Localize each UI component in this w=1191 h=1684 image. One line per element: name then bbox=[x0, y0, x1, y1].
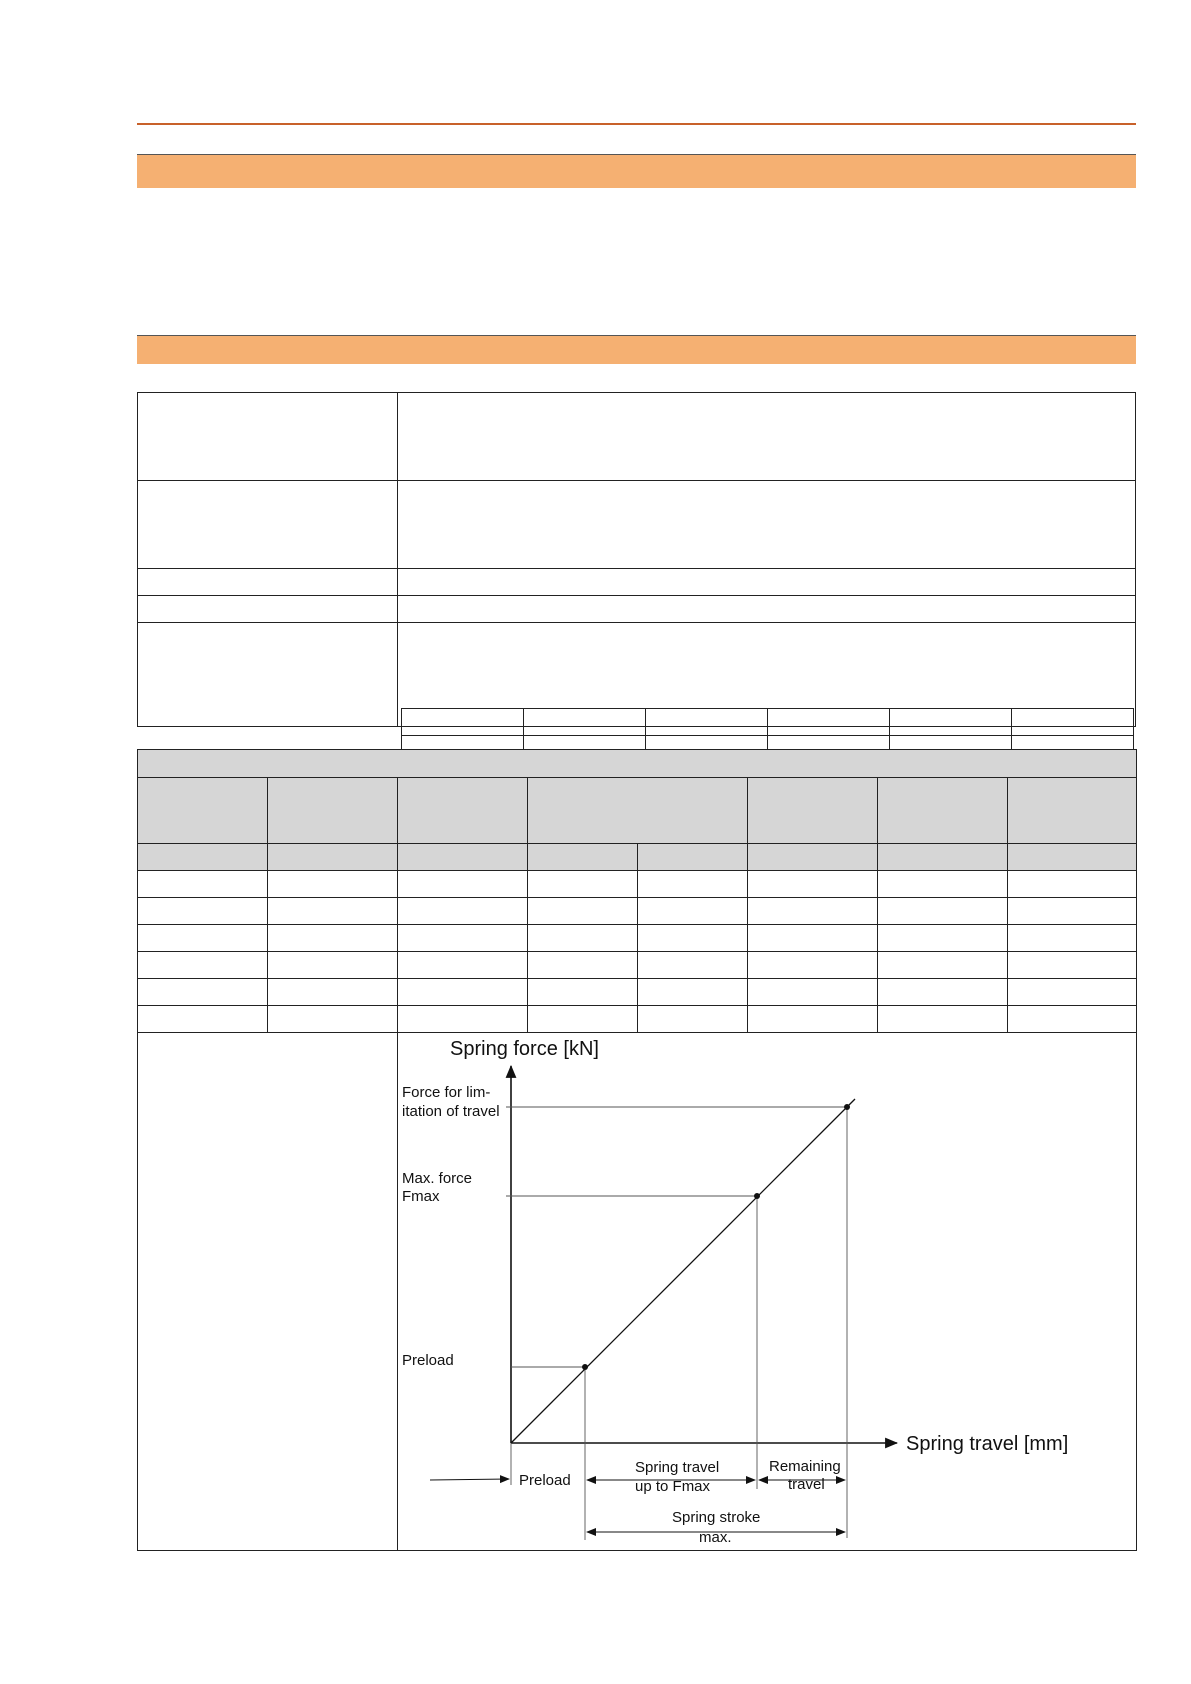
preload-force-label: Preload bbox=[402, 1351, 454, 1369]
table-cell bbox=[398, 569, 1136, 596]
table-cell bbox=[398, 1006, 528, 1033]
table-cell bbox=[638, 979, 748, 1006]
column-header bbox=[878, 778, 1008, 844]
x-axis-label: Spring travel [mm] bbox=[906, 1432, 1069, 1455]
spring-stroke-label: max. bbox=[699, 1528, 732, 1546]
table-cell bbox=[890, 708, 1012, 735]
table-cell bbox=[138, 1006, 268, 1033]
table-title-cell bbox=[138, 750, 1137, 778]
table-cell bbox=[878, 979, 1008, 1006]
table-cell bbox=[638, 871, 748, 898]
fmax-point bbox=[754, 1193, 760, 1199]
table-cell bbox=[268, 871, 398, 898]
table-cell bbox=[878, 1006, 1008, 1033]
unit-header bbox=[138, 844, 268, 871]
diagram-cell bbox=[398, 1033, 1137, 1551]
table-cell bbox=[138, 623, 398, 727]
spring-travel-label: up to Fmax bbox=[635, 1477, 711, 1495]
table-row bbox=[402, 708, 1134, 735]
table-row bbox=[138, 871, 1137, 898]
column-header bbox=[748, 778, 878, 844]
table-cell bbox=[638, 898, 748, 925]
column-header bbox=[398, 778, 528, 844]
preload-travel-arrow bbox=[430, 1479, 509, 1480]
table-cell bbox=[398, 925, 528, 952]
unit-header bbox=[268, 844, 398, 871]
y-axis-label: Spring force [kN] bbox=[450, 1037, 599, 1060]
spring-characteristic-diagram bbox=[398, 1034, 1136, 1550]
table-cell bbox=[748, 979, 878, 1006]
table-cell bbox=[638, 1006, 748, 1033]
table-cell bbox=[638, 925, 748, 952]
table-cell bbox=[878, 871, 1008, 898]
table-cell bbox=[398, 393, 1136, 481]
table-cell bbox=[528, 1006, 638, 1033]
table-cell bbox=[528, 898, 638, 925]
table-cell bbox=[646, 708, 768, 735]
column-header bbox=[528, 778, 748, 844]
table-cell bbox=[878, 925, 1008, 952]
table-cell bbox=[1008, 1006, 1137, 1033]
table-cell bbox=[398, 871, 528, 898]
table-cell bbox=[138, 952, 268, 979]
force-limit-label: itation of travel bbox=[402, 1102, 500, 1120]
unit-header bbox=[528, 844, 638, 871]
table-cell bbox=[138, 596, 398, 623]
table-cell bbox=[528, 952, 638, 979]
table-row bbox=[138, 393, 1136, 481]
table-cell bbox=[398, 952, 528, 979]
table-header-row bbox=[138, 778, 1137, 844]
table-cell bbox=[138, 393, 398, 481]
table-cell bbox=[748, 952, 878, 979]
section-header-band bbox=[137, 154, 1136, 188]
table-cell bbox=[1008, 925, 1137, 952]
table-cell bbox=[1008, 871, 1137, 898]
table-cell bbox=[268, 979, 398, 1006]
remaining-travel-label: Remaining bbox=[769, 1457, 841, 1475]
table-cell bbox=[138, 925, 268, 952]
table-cell bbox=[268, 952, 398, 979]
unit-header bbox=[878, 844, 1008, 871]
preload-point bbox=[582, 1364, 588, 1370]
table-cell bbox=[138, 1033, 398, 1551]
table-cell bbox=[398, 481, 1136, 569]
table-cell bbox=[402, 708, 524, 735]
header-rule bbox=[137, 123, 1136, 125]
section-header-band bbox=[137, 335, 1136, 364]
table-cell bbox=[748, 1006, 878, 1033]
table-cell bbox=[638, 952, 748, 979]
column-header bbox=[268, 778, 398, 844]
spring-stroke-label: Spring stroke bbox=[672, 1508, 761, 1526]
table-cell bbox=[528, 871, 638, 898]
table-row bbox=[138, 569, 1136, 596]
table-row bbox=[138, 1006, 1137, 1033]
table-cell bbox=[398, 898, 528, 925]
table-row bbox=[138, 979, 1137, 1006]
column-header bbox=[138, 778, 268, 844]
diagram-row bbox=[138, 1033, 1137, 1551]
table-cell bbox=[1008, 898, 1137, 925]
table-subheader-row bbox=[138, 844, 1137, 871]
table-cell bbox=[398, 623, 1136, 727]
table-cell bbox=[748, 898, 878, 925]
column-header bbox=[1008, 778, 1137, 844]
table-cell bbox=[398, 596, 1136, 623]
table-cell bbox=[138, 481, 398, 569]
unit-header bbox=[1008, 844, 1137, 871]
force-limit-point bbox=[844, 1104, 850, 1110]
table-row bbox=[138, 898, 1137, 925]
table-cell bbox=[268, 898, 398, 925]
table-title-row bbox=[138, 750, 1137, 778]
spring-travel-label: Spring travel bbox=[635, 1458, 720, 1476]
unit-header bbox=[638, 844, 748, 871]
table-cell bbox=[138, 569, 398, 596]
table-cell bbox=[1008, 979, 1137, 1006]
table-cell bbox=[748, 925, 878, 952]
table-cell bbox=[748, 871, 878, 898]
table-cell bbox=[524, 708, 646, 735]
table-cell bbox=[1008, 952, 1137, 979]
table-row bbox=[138, 596, 1136, 623]
max-force-label: Fmax bbox=[402, 1187, 440, 1205]
spring-characteristic-line bbox=[511, 1099, 855, 1443]
table-row bbox=[138, 481, 1136, 569]
table-cell bbox=[268, 1006, 398, 1033]
max-force-label: Max. force bbox=[402, 1169, 473, 1187]
remaining-travel-label: travel bbox=[788, 1475, 825, 1493]
table-cell bbox=[138, 898, 268, 925]
unit-header bbox=[748, 844, 878, 871]
spring-data-table bbox=[137, 749, 1137, 1551]
table-row bbox=[138, 623, 1136, 727]
table-cell bbox=[768, 708, 890, 735]
table-cell bbox=[138, 979, 268, 1006]
table-row bbox=[138, 952, 1137, 979]
table-cell bbox=[268, 925, 398, 952]
table-cell bbox=[878, 898, 1008, 925]
table-cell bbox=[398, 979, 528, 1006]
preload-travel-label: Preload bbox=[519, 1471, 571, 1489]
table-cell bbox=[138, 871, 268, 898]
table-cell bbox=[878, 952, 1008, 979]
table-cell bbox=[528, 925, 638, 952]
table-cell bbox=[528, 979, 638, 1006]
table-row bbox=[138, 925, 1137, 952]
unit-header bbox=[398, 844, 528, 871]
table-cell bbox=[1012, 708, 1134, 735]
force-limit-label: Force for lim- bbox=[402, 1083, 491, 1101]
specification-table bbox=[137, 392, 1136, 727]
